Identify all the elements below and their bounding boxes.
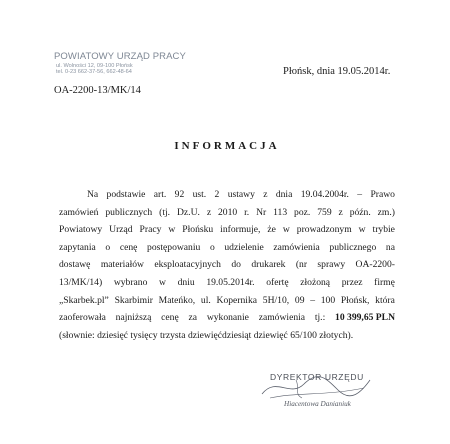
body-word: Skarbimir (114, 294, 153, 306)
body-word: informuje, (220, 224, 261, 236)
body-line (59, 256, 395, 274)
body-word: Kopernika (216, 294, 258, 306)
body-word: o (209, 241, 215, 253)
body-word: 19.04.2004r. (300, 189, 349, 200)
body-word: Urząd (109, 224, 133, 236)
signature-title: DYREKTOR URZĘDU (270, 372, 364, 382)
body-word: udzielenie (224, 241, 264, 253)
body-word: drukarek (251, 259, 286, 271)
body-word: publicznego (329, 241, 377, 253)
body-word: z (338, 206, 343, 218)
body-word: Na (87, 189, 99, 200)
body-word: poz. (294, 206, 311, 218)
body-word: – (357, 189, 363, 200)
body-word: 09 (294, 294, 305, 306)
body-word: 2 (214, 189, 220, 200)
body-word: w (168, 224, 176, 236)
body-word: zamówienia (273, 241, 320, 253)
body-word: 5H/10, (262, 294, 290, 306)
body-word: zm.) (377, 206, 395, 218)
handwritten-signature-icon (256, 374, 374, 402)
stamp-office-name: POWIATOWY URZĄD PRACY (54, 51, 186, 62)
body-word: firmę (374, 276, 395, 288)
signature-block (262, 372, 382, 408)
body-word: najniższą (115, 312, 152, 324)
body-word: prowadzonym (296, 224, 352, 236)
body-word: wybrano (113, 276, 148, 288)
body-word: Mateńko, (158, 294, 196, 306)
body-word: 13/MK/14) (59, 276, 103, 288)
body-line (59, 221, 395, 239)
body-line (59, 327, 395, 345)
body-word: Pracy (139, 224, 162, 236)
body-word: zamówień (59, 206, 99, 218)
body-word: Płońsk, (340, 294, 370, 306)
body-word: (słownie: dziesięć tysięcy trzysta dziewięćdziesiąt dziewięć 65/100 złotych). (59, 329, 354, 341)
body-word: OA-2200- (355, 259, 395, 271)
body-word: późn. (349, 206, 371, 218)
body-line (59, 292, 395, 310)
body-word: ofertę (266, 276, 289, 288)
body-word: eksploatacyjnych (154, 259, 221, 271)
body-word: – (310, 294, 316, 306)
body-word: cenę (119, 241, 138, 253)
document-title: INFORMACJA (174, 140, 280, 152)
body-word: wykonanie (206, 312, 249, 324)
body-word: ustawy (227, 189, 255, 200)
stamp-phone: tel. 0-23 662-37-56, 662-48-64 (56, 69, 132, 76)
body-word: że (267, 224, 276, 236)
body-word: 2010 (217, 206, 238, 218)
body-word: 92 (174, 189, 185, 200)
body-word: dostawę (59, 259, 91, 271)
body-word: w (159, 276, 166, 288)
body-word: zaoferowała (59, 312, 106, 324)
body-word: która (375, 294, 395, 306)
office-stamp (54, 52, 184, 76)
body-word: art. (153, 189, 167, 200)
body-word: 113 (273, 206, 288, 218)
body-word: zapytania (59, 241, 96, 253)
body-word: Prawo (370, 189, 395, 200)
body-word: ust. (192, 189, 207, 200)
body-word: trybie (372, 224, 395, 236)
body-word: 100 (320, 294, 336, 306)
body-word: postępowaniu (147, 241, 201, 253)
body-word: Nr (256, 206, 267, 218)
body-paragraph (59, 186, 395, 344)
body-word: materiałów (100, 259, 144, 271)
body-word: „Skarbek.pl” (59, 294, 109, 306)
body-word: ul. (200, 294, 211, 306)
body-word: (nr (295, 259, 308, 271)
body-word: w (358, 224, 366, 236)
body-word: publicznych (105, 206, 153, 218)
body-line (59, 204, 395, 222)
body-word: w (282, 224, 290, 236)
signatory-name: Hiacentowa Danianiuk (284, 400, 351, 408)
body-word: z (263, 189, 268, 200)
body-line (59, 309, 395, 327)
body-line (59, 274, 395, 292)
body-word: podstawie (106, 189, 146, 200)
body-word: 759 (317, 206, 332, 218)
body-line (59, 186, 395, 204)
body-word: Powiatowy (59, 224, 103, 236)
place-and-date: Płońsk, dnia 19.05.2014r. (283, 66, 391, 77)
body-word: zamówienia (258, 312, 306, 324)
body-word: złożoną (300, 276, 331, 288)
body-word: sprawy (317, 259, 346, 271)
body-word: 19.05.2014r. (206, 276, 255, 288)
body-word: do (231, 259, 241, 271)
body-word: cenę (161, 312, 179, 324)
body-word: tj.: (314, 312, 326, 324)
body-word: r. (244, 206, 250, 218)
stamp-address: ul. Wolności 12, 09-100 Płońsk (56, 62, 133, 69)
body-word: Płońsku (182, 224, 214, 236)
body-word: (tj. (159, 206, 171, 218)
body-word: dniu (177, 276, 195, 288)
body-line (59, 239, 395, 257)
body-word: o (105, 241, 111, 253)
body-word: Dz.U. (176, 206, 200, 218)
body-word: za (188, 312, 198, 324)
order-amount: 10 399,65 PLN (335, 312, 395, 324)
body-word: dnia (275, 189, 293, 200)
body-word: na (385, 241, 395, 253)
body-word: przez (341, 276, 363, 288)
body-word: z (206, 206, 212, 218)
reference-number: OA-2200-13/MK/14 (54, 85, 141, 96)
